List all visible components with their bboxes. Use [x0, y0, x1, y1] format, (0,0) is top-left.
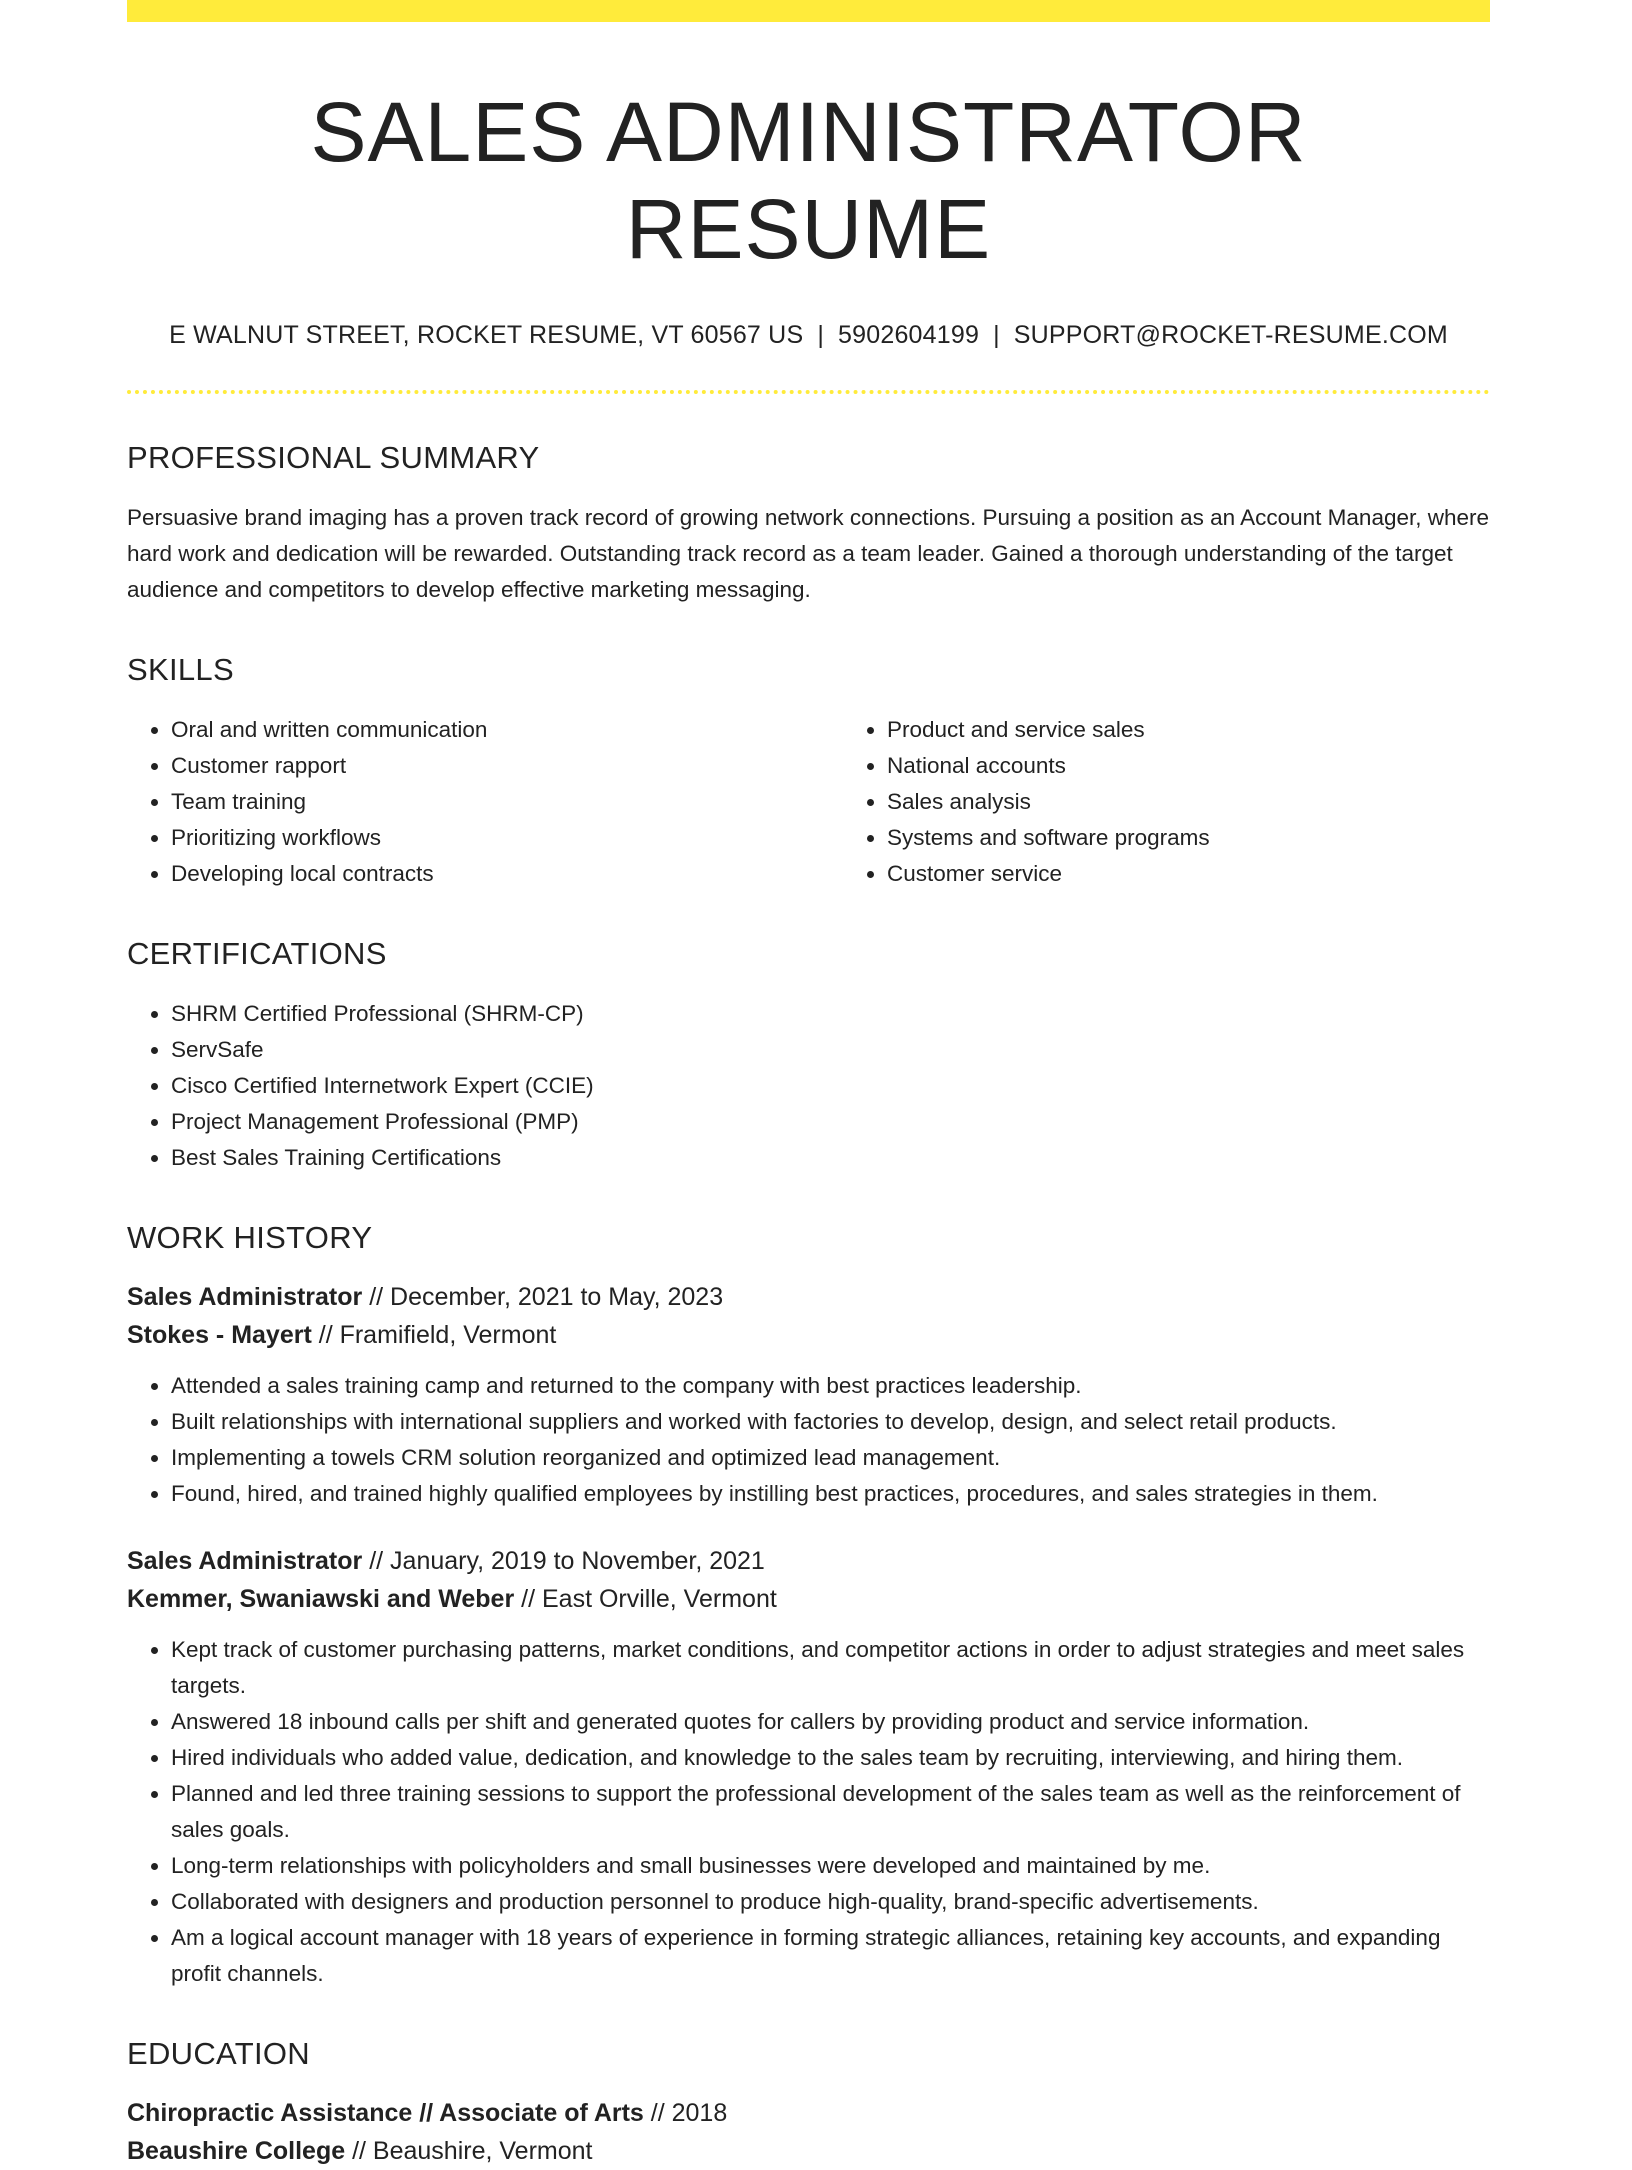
job-entry — [127, 1542, 1490, 1992]
skills-list-left — [127, 712, 843, 892]
resume-page — [127, 0, 1490, 2170]
job-bullet: • Found, hired, and trained highly qualified employees by instilling best practices, procedures, and sales strategies in them. — [171, 1476, 1490, 1512]
job-location: // East Orville, Vermont — [514, 1585, 777, 1614]
job-company: Stokes - Mayert — [127, 1321, 312, 1350]
skills-heading: SKILLS — [127, 652, 234, 688]
certification-item: • Cisco Certified Internetwork Expert (CCIE) — [171, 1068, 1490, 1104]
job-bullet: • Attended a sales training camp and returned to the company with best practices leadership. — [171, 1368, 1490, 1404]
job-bullet: • Hired individuals who added value, dedication, and knowledge to the sales team by recruiting, interviewing, and hiring them. — [171, 1740, 1490, 1776]
certification-item: • Best Sales Training Certifications — [171, 1140, 1490, 1176]
job-bullet: • Am a logical account manager with 18 years of experience in forming strategic alliances, retaining key accounts, and expanding profit channels. — [171, 1920, 1490, 1992]
education-location: // Beaushire, Vermont — [345, 2137, 593, 2166]
contact-line — [127, 321, 1490, 350]
summary-heading: PROFESSIONAL SUMMARY — [127, 440, 540, 476]
certification-item: • SHRM Certified Professional (SHRM-CP) — [171, 996, 1490, 1032]
certifications-section — [127, 936, 1490, 1176]
job-bullet: • Built relationships with international suppliers and worked with factories to develop, design, and select retail products. — [171, 1404, 1490, 1440]
skill-item: • Systems and software programs — [887, 820, 1559, 856]
education-degree: Chiropractic Assistance // Associate of Arts — [127, 2099, 644, 2128]
education-year: // 2018 — [643, 2099, 728, 2128]
education-school: Beaushire College — [127, 2137, 346, 2166]
dotted-divider — [127, 390, 1490, 394]
job-bullets — [127, 1632, 1490, 1992]
job-bullet: • Implementing a towels CRM solution reorganized and optimized lead management. — [171, 1440, 1490, 1476]
skill-item: • Customer service — [887, 856, 1559, 892]
summary-text: Persuasive brand imaging has a proven track record of growing network connections. Pursuing a position as an Account Manager, where hard work and dedication will be rewarded. Outstanding track record as a team leader. Gained a thorough understanding of the target audience and competitors to develop effective marketing messaging. — [127, 505, 1490, 603]
job-bullet: • Collaborated with designers and production personnel to produce high-quality, brand-specific advertisements. — [171, 1884, 1490, 1920]
skill-item: • Product and service sales — [887, 712, 1559, 748]
job-dates: // December, 2021 to May, 2023 — [362, 1283, 724, 1312]
job-company: Kemmer, Swaniawski and Weber — [127, 1585, 515, 1614]
skill-item: • Customer rapport — [171, 748, 843, 784]
contact-address: E WALNUT STREET, ROCKET RESUME, VT 60567 US — [169, 321, 804, 350]
job-bullet: • Kept track of customer purchasing patterns, market conditions, and competitor actions in order to adjust strategies and meet sales targets. — [171, 1632, 1490, 1704]
contact-separator: | — [993, 321, 1000, 350]
job-title-line — [127, 1278, 1490, 1316]
certifications-heading: CERTIFICATIONS — [127, 936, 387, 972]
work-history-heading: WORK HISTORY — [127, 1220, 373, 1256]
skills-list-right — [843, 712, 1559, 892]
skill-item: • Team training — [171, 784, 843, 820]
contact-separator: | — [817, 321, 825, 350]
job-bullet: • Long-term relationships with policyholders and small businesses were developed and maintained by me. — [171, 1848, 1490, 1884]
resume-title: SALES ADMINISTRATOR RESUME — [310, 85, 1307, 276]
contact-email[interactable]: SUPPORT@ROCKET-RESUME.COM — [1013, 321, 1448, 350]
job-title-line — [127, 1542, 1490, 1580]
education-section — [127, 2036, 1490, 2170]
skill-item: • Prioritizing workflows — [171, 820, 843, 856]
job-bullet: • Answered 18 inbound calls per shift and generated quotes for callers by providing product and service information. — [171, 1704, 1490, 1740]
skill-item: • National accounts — [887, 748, 1559, 784]
certification-item: • Project Management Professional (PMP) — [171, 1104, 1490, 1140]
job-location: // Framifield, Vermont — [311, 1321, 557, 1350]
job-company-line — [127, 1580, 1490, 1618]
certifications-list — [127, 996, 1490, 1176]
education-school-line — [127, 2132, 1490, 2170]
work-history-section — [127, 1220, 1490, 1992]
job-title: Sales Administrator — [127, 1283, 363, 1312]
skill-item: • Developing local contracts — [171, 856, 843, 892]
job-bullet: • Planned and led three training sessions to support the professional development of the sales team as well as the reinforcement of sales goals. — [171, 1776, 1490, 1848]
job-dates: // January, 2019 to November, 2021 — [362, 1547, 765, 1576]
job-title: Sales Administrator — [127, 1547, 363, 1576]
education-heading: EDUCATION — [127, 2036, 310, 2072]
summary-section — [127, 440, 1490, 608]
skills-section — [127, 652, 1490, 892]
job-bullets — [127, 1368, 1490, 1512]
skill-item: • Sales analysis — [887, 784, 1559, 820]
certification-item: • ServSafe — [171, 1032, 1490, 1068]
job-company-line — [127, 1316, 1490, 1354]
education-degree-line — [127, 2094, 1490, 2132]
accent-top-bar — [127, 0, 1490, 22]
job-entry — [127, 1278, 1490, 1512]
skills-columns — [127, 712, 1490, 892]
skill-item: • Oral and written communication — [171, 712, 843, 748]
contact-phone: 5902604199 — [838, 321, 980, 350]
